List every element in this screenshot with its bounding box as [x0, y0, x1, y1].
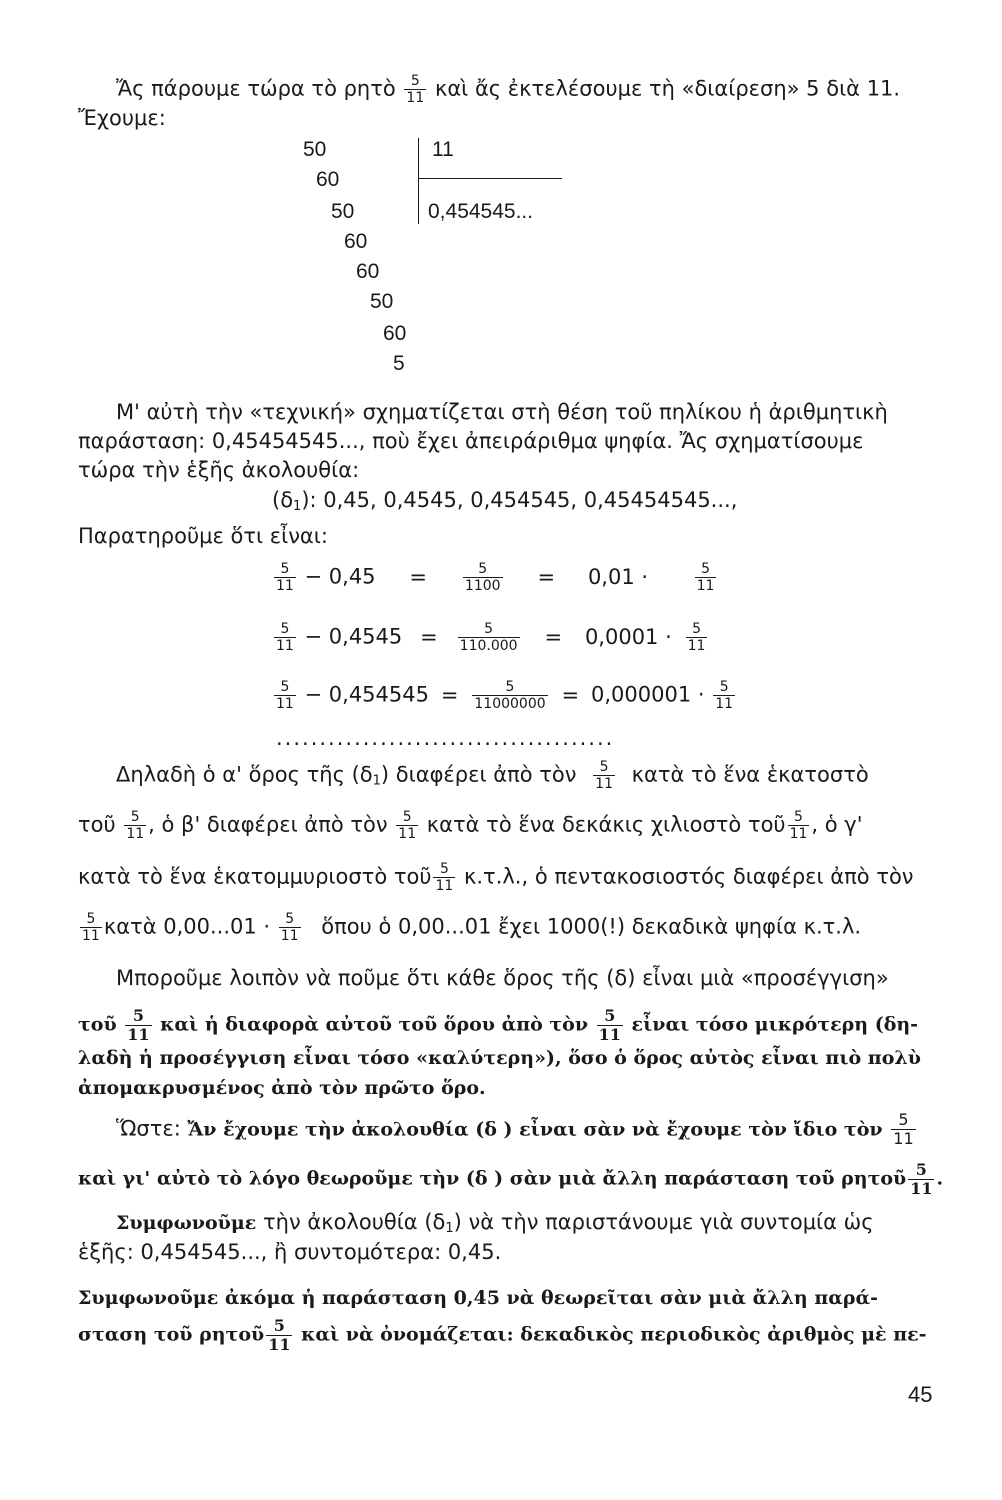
- division-remainder: 50: [331, 200, 355, 223]
- para3-line-4: ἀπομακρυσμένος ἀπὸ τὸν πρῶτο ὅρο.: [78, 1077, 486, 1099]
- division-divisor: 11: [432, 138, 454, 161]
- para4-line-1: Ὥστε: Ἄν ἔχουμε τὴν ἀκολουθία (δ ) εἶναι σὰν νὰ ἔχουμε τὸν ἴδιο τὸν $\frac{5}{11}$: [116, 1110, 914, 1148]
- para1-line-2: παράσταση: 0,45454545..., ποὺ ἔχει ἀπειράριθμα ψηφία. Ἄς σχηματίσουμε: [78, 429, 864, 453]
- para2-line-4: $\frac{5}{11}$ κατὰ 0,00...01 · $\frac{5}{11}$ ὅπου ὁ 0,00...01 ἔχει 1000(!) δεκαδικὰ ψηφία κ.τ.λ.: [82, 911, 862, 944]
- para1-observe: Παρατηροῦμε ὅτι εἶναι:: [78, 524, 328, 548]
- para2-line-2: τοῦ $\frac{5}{11}$ , ὁ β' διαφέρει ἀπὸ τὸν $\frac{5}{11}$ κατὰ τὸ ἕνα δεκάκις χιλιοστὸ τοῦ $\frac{5}{11}$ , ὁ γ': [78, 809, 863, 842]
- sequence-definition: $(\delta_1)$: 0,45, 0,4545, 0,454545, 0,45454545...,: [272, 488, 738, 514]
- para1-line-3: τώρα τὴν ἑξῆς ἀκολουθία:: [78, 458, 360, 482]
- intro-line-1: [116, 74, 900, 105]
- fraction: $\frac{5}{11000000}$: [474, 679, 546, 712]
- para4-line-2: καὶ γι' αὐτὸ τὸ λόγο θεωροῦμε τὴν (δ ) σὰν μιὰ ἄλλη παράσταση τοῦ ρητοῦ $\frac{5}{11}$ .: [78, 1160, 944, 1198]
- para3-line-3: λαδὴ ἡ προσέγγιση εἶναι τόσο «καλύτερη»), ὅσο ὁ ὅρος αὐτὸς εἶναι πιὸ πολὺ: [78, 1047, 921, 1069]
- equation-row: $\frac{5}{11}$ − 0,4545 = $\frac{5}{110.000}$ = 0,0001 · $\frac{5}{11}$: [276, 621, 706, 654]
- para2-line-1: Δηλαδὴ ὁ α' ὅρος τῆς $(\delta_1)$ διαφέρει ἀπὸ τὸν $\frac{5}{11}$ κατὰ τὸ ἕνα ἑκατοστὸ: [116, 759, 869, 792]
- division-remainder: 5: [393, 352, 405, 375]
- fraction-5-11: $\frac{5}{11}$: [893, 1110, 914, 1148]
- fraction-5-11: $\frac{5}{11}$: [406, 73, 425, 106]
- para1-line-1: Μ' αὐτὴ τὴν «τεχνική» σχηματίζεται στὴ θέση τοῦ πηλίκου ἡ ἀριθμητικὴ: [116, 400, 888, 424]
- fraction-5-11: $\frac{5}{11}$: [595, 759, 613, 792]
- intro-text-b: καὶ ἄς ἐκτελέσουμε τὴ «διαίρεση» 5 διὰ 11.: [434, 76, 901, 101]
- fraction: $\frac{5}{11}$: [715, 679, 734, 712]
- para5-line-2: ἑξῆς: 0,454545..., ἢ συντομότερα: 0,45.: [78, 1240, 502, 1264]
- fraction-5-11: $\frac{5}{11}$: [598, 1006, 621, 1044]
- intro-text-a: Ἄς πάρουμε τώρα τὸ ρητὸ: [116, 76, 396, 101]
- fraction: $\frac{5}{110.000}$: [459, 621, 518, 654]
- fraction: $\frac{5}{11}$: [276, 621, 294, 654]
- division-horizontal-line: [418, 178, 562, 179]
- dotted-separator: .......................................: [276, 726, 615, 750]
- division-remainder: 60: [356, 260, 380, 283]
- para5-line-1: Συμφωνοῦμε τὴν ἀκολουθία $(\delta_1)$ νὰ τὴν παριστάνουμε γιὰ συντομία ὡς: [116, 1210, 874, 1236]
- fraction-5-11: $\frac{5}{11}$: [789, 809, 808, 842]
- fraction: $\frac{5}{11}$: [276, 561, 294, 594]
- fraction: $\frac{5}{11}$: [687, 621, 706, 654]
- fraction-5-11: $\frac{5}{11}$: [268, 1316, 291, 1354]
- division-quotient: 0,454545...: [428, 200, 534, 223]
- page-number: 45: [908, 1382, 933, 1407]
- division-remainder: 60: [383, 322, 407, 345]
- intro-line-2: Ἔχουμε:: [78, 106, 166, 130]
- fraction-5-11: $\frac{5}{11}$: [126, 809, 145, 842]
- division-remainder: 60: [344, 230, 368, 253]
- para6-line-2: σταση τοῦ ρητοῦ $\frac{5}{11}$ καὶ νὰ ὀνομάζεται: δεκαδικὸς περιοδικὸς ἀριθμὸς μὲ πε-: [78, 1316, 927, 1354]
- para6-line-1: Συμφωνοῦμε ἀκόμα ἡ παράσταση 0,45 νὰ θεωρεῖται σὰν μιὰ ἄλλη παρά-: [78, 1287, 879, 1309]
- fraction-5-11: $\frac{5}{11}$: [435, 861, 454, 894]
- para3-line-2: τοῦ $\frac{5}{11}$ καὶ ἡ διαφορὰ αὐτοῦ τοῦ ὅρου ἀπὸ τὸν $\frac{5}{11}$ εἶναι τόσο μικρότερη (δη-: [78, 1006, 919, 1044]
- para2-line-3: κατὰ τὸ ἕνα ἑκατομμυριοστὸ τοῦ $\frac{5}{11}$ κ.τ.λ., ὁ πεντακοσιοστός διαφέρει ἀπὸ τὸν: [78, 861, 914, 894]
- fraction-5-11: $\frac{5}{11}$: [910, 1160, 933, 1198]
- division-remainder: 60: [316, 168, 340, 191]
- fraction: $\frac{5}{1100}$: [464, 561, 501, 594]
- equation-row: $\frac{5}{11}$ − 0,45 = $\frac{5}{1100}$ = 0,01 · $\frac{5}{11}$: [276, 561, 715, 594]
- fraction: $\frac{5}{11}$: [276, 679, 294, 712]
- fraction-5-11: $\frac{5}{11}$: [398, 809, 417, 842]
- fraction-5-11: $\frac{5}{11}$: [82, 911, 100, 944]
- equation-row: $\frac{5}{11}$ − 0,454545 = $\frac{5}{11000000}$ = 0,000001 · $\frac{5}{11}$: [276, 679, 734, 712]
- division-remainder: 50: [303, 138, 327, 161]
- division-remainder: 50: [370, 290, 394, 313]
- fraction: $\frac{5}{11}$: [696, 561, 715, 594]
- division-vertical-line: [418, 138, 419, 224]
- fraction-5-11: $\frac{5}{11}$: [280, 911, 299, 944]
- para3-line-1: Μποροῦμε λοιπὸν νὰ ποῦμε ὅτι κάθε ὅρος τῆς (δ) εἶναι μιὰ «προσέγγιση»: [116, 966, 889, 990]
- fraction-5-11: $\frac{5}{11}$: [127, 1006, 150, 1044]
